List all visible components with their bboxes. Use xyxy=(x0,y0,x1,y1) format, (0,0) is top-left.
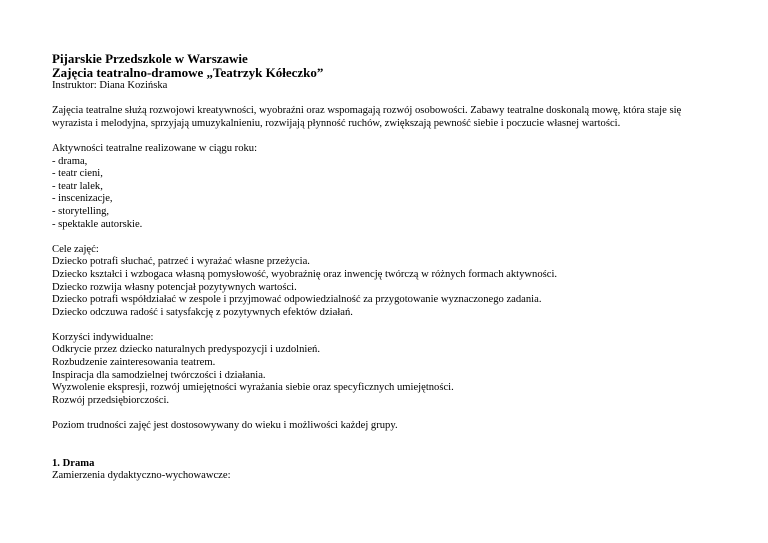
school-name: Pijarskie Przedszkole w Warszawie xyxy=(52,51,248,66)
benefits-section xyxy=(52,332,748,408)
benefits-heading: Korzyści indywidualne: xyxy=(52,331,154,343)
list-item: Rozwój przedsiębiorczości. xyxy=(52,394,170,406)
list-item: - storytelling, xyxy=(52,205,110,217)
list-item: Dziecko rozwija własny potencjał pozytywnych wartości. xyxy=(52,281,297,293)
spacer xyxy=(52,130,748,143)
intro-paragraph xyxy=(52,105,748,130)
spacer xyxy=(52,231,748,244)
section-heading: 1. Drama xyxy=(52,457,95,469)
list-item: Dziecko potrafi współdziałać w zespole i przyjmować odpowiedzialność za przygotowanie wyznaczonego zadania. xyxy=(52,294,542,306)
list-item: - spektakle autorskie. xyxy=(52,218,143,230)
drama-section xyxy=(52,458,748,483)
list-item: - inscenizacje, xyxy=(52,193,113,205)
document-header xyxy=(52,52,748,93)
spacer xyxy=(52,433,748,458)
intro-line-2: wyrazista i melodyjna, sprzyjają umuzykalnieniu, rozwijają płynność ruchów, zwiększają pewność siebie i poczucie własnej wartości. xyxy=(52,117,621,129)
spacer xyxy=(52,407,748,420)
list-item: Odkrycie przez dziecko naturalnych predyspozycji i uzdolnień. xyxy=(52,344,320,356)
list-item: - drama, xyxy=(52,155,88,167)
list-item: Dziecko odczuwa radość i satysfakcję z pozytywnych efektów działań. xyxy=(52,306,353,318)
intro-line-1: Zajęcia teatralne służą rozwojowi kreatywności, wyobraźni oraz wspomagają rozwój osobowości. Zabawy teatralne doskonalą mowę, która staje się xyxy=(52,105,682,117)
difficulty-note: Poziom trudności zajęć jest dostosowywany do wieku i możliwości każdej grupy. xyxy=(52,420,398,432)
goals-section xyxy=(52,244,748,320)
course-title: Zajęcia teatralno-dramowe „Teatrzyk Kółeczko” xyxy=(52,65,324,80)
list-item: - teatr cieni, xyxy=(52,168,103,180)
goals-heading: Cele zajęć: xyxy=(52,243,99,255)
list-item: Inspiracja dla samodzielnej twórczości i działania. xyxy=(52,369,266,381)
spacer xyxy=(52,319,748,332)
list-item: Dziecko kształci i wzbogaca własną pomysłowość, wyobraźnię oraz inwencję twórczą w różnych formach aktywności. xyxy=(52,268,558,280)
list-item: - teatr lalek, xyxy=(52,180,103,192)
spacer xyxy=(52,93,748,106)
activities-heading: Aktywności teatralne realizowane w ciągu roku: xyxy=(52,142,258,154)
activities-section xyxy=(52,143,748,231)
instructor-line: Instruktor: Diana Kozińska xyxy=(52,80,168,91)
list-item: Dziecko potrafi słuchać, patrzeć i wyrażać własne przeżycia. xyxy=(52,256,310,268)
list-item: Wyzwolenie ekspresji, rozwój umiejętności wyrażania siebie oraz specyficznych umiejętności. xyxy=(52,382,454,394)
list-item: Rozbudzenie zainteresowania teatrem. xyxy=(52,357,216,369)
section-subheading: Zamierzenia dydaktyczno-wychowawcze: xyxy=(52,470,231,482)
